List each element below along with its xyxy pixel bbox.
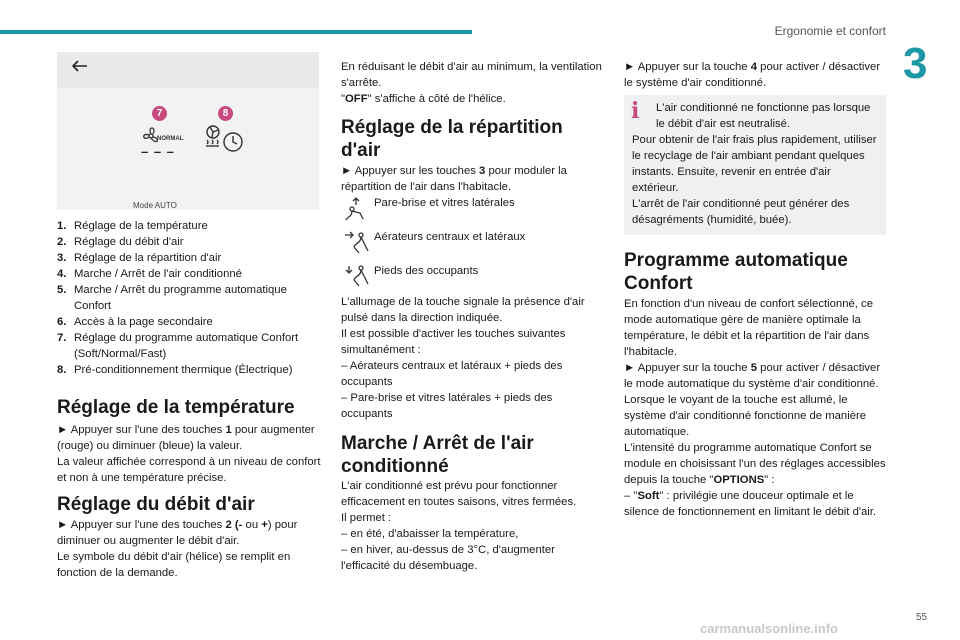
text-run: ► Appuyer sur les touches	[341, 165, 480, 177]
legend-text: Réglage du débit d'air	[74, 236, 184, 248]
mode-windscreen	[341, 195, 605, 229]
legend-text: Accès à la page secondaire	[74, 316, 213, 328]
legend-text: Marche / Arrêt du programme automatique Confort	[74, 284, 287, 312]
auto-text	[624, 296, 888, 520]
ac-text	[341, 478, 605, 574]
auto-heading: Programme automatique Confort	[624, 250, 848, 294]
badge-8: 8	[218, 106, 233, 121]
legend-num: 7.	[57, 332, 67, 344]
mode-label: Pare-brise et vitres latérales	[374, 197, 515, 209]
badge-7: 7	[152, 106, 167, 121]
legend-text: Pré-conditionnement thermique (Électrique)	[74, 364, 293, 376]
mode-label: Aérateurs centraux et latéraux	[374, 231, 526, 243]
text-run: pour activer / désactiver le mode automatique du système d'air conditionné.	[624, 362, 881, 390]
normal-label: NORMAL	[157, 136, 184, 142]
distribution-notes	[341, 294, 605, 422]
legend-text: Réglage de la répartition d'air	[74, 252, 222, 264]
text-run: pour activer / désactiver le système d'air conditionné.	[624, 61, 881, 89]
legend-text: Réglage de la température	[74, 220, 208, 232]
off-label: OFF	[345, 93, 368, 105]
section-title: Ergonomie et confort	[774, 24, 886, 38]
distribution-note: – Aérateurs centraux et latéraux + pieds des occupants	[341, 360, 563, 388]
temperature-step	[57, 422, 325, 454]
key-ref: 5	[750, 362, 758, 374]
header-accent-bar	[0, 30, 472, 34]
distribution-step	[341, 163, 605, 195]
text-run: ) pour diminuer ou augmenter le débit d'air.	[57, 519, 298, 547]
figure-panel	[57, 88, 319, 210]
airflow-note: Le symbole du débit d'air (hélice) se remplit en fonction de la demande.	[57, 551, 291, 579]
ac-toggle-line	[624, 59, 886, 91]
info-line: L'air conditionné ne fonctionne pas lorsque le débit d'air est neutralisé.	[656, 102, 871, 130]
ac-line: – en été, d'abaisser la température,	[341, 528, 519, 540]
distribution-heading: Réglage de la répartition d'air	[341, 117, 563, 161]
distribution-text	[341, 163, 605, 195]
page-number: 55	[916, 612, 928, 623]
temperature-text	[57, 422, 325, 486]
legend-num: 2.	[57, 236, 67, 248]
auto-line: Lorsque le voyant de la touche est allumé, le système d'air conditionné fonctionne de manière automatique.	[624, 394, 867, 438]
text-run: L'intensité du programme automatique Confort se module en choisissant l'un des réglages accessibles depuis la touche "	[624, 442, 886, 486]
text-run: " : privilégie une douceur optimale et le silence de fonctionnement en limitant le débit d'air.	[624, 490, 877, 518]
off-note-line: En réduisant le débit d'air au minimum, la ventilation s'arrête.	[341, 61, 602, 89]
windscreen-airflow-icon	[341, 195, 374, 223]
text-run: " s'affiche à côté de l'hélice.	[367, 93, 506, 105]
mode-dashes: – – –	[141, 144, 175, 159]
ac-line: Il permet :	[341, 512, 392, 524]
key-ref: 3	[479, 165, 486, 177]
key-ref: 1	[225, 424, 232, 436]
text-run: " :	[764, 474, 775, 486]
legend-item	[57, 362, 325, 378]
airflow-text	[57, 517, 325, 581]
legend-num: 5.	[57, 284, 67, 296]
mode-center-vents	[341, 229, 605, 263]
key-ref: 4	[750, 61, 758, 73]
legend-item	[57, 250, 325, 266]
distribution-modes	[341, 195, 605, 297]
text-run: ► Appuyer sur l'une des touches	[57, 519, 226, 531]
auto-line	[624, 360, 888, 392]
key-ref: 2 (-	[225, 519, 243, 531]
legend-item	[57, 282, 325, 314]
legend-item	[57, 330, 325, 362]
distribution-note: Il est possible d'activer les touches suivantes simultanément :	[341, 328, 566, 356]
legend-text: Réglage du programme automatique Confort (Soft/Normal/Fast)	[74, 332, 299, 360]
legend-num: 3.	[57, 252, 67, 264]
text-run: ► Appuyer sur la touche	[624, 61, 751, 73]
climate-screen-figure	[57, 52, 319, 210]
text-run: ► Appuyer sur la touche	[624, 362, 751, 374]
legend-item	[57, 234, 325, 250]
text-run: pour moduler la répartition de l'air dans l'habitacle.	[341, 165, 567, 193]
auto-line	[624, 488, 888, 520]
distribution-note: – Pare-brise et vitres latérales + pieds des occupants	[341, 392, 553, 420]
auto-line: En fonction d'un niveau de confort sélectionné, ce mode automatique gère de manière optimale la température, le débit et la répartition de l'air dans l'habitacle.	[624, 298, 873, 358]
key-ref: +	[261, 519, 268, 531]
mode-auto-caption: Mode AUTO	[133, 201, 177, 210]
mode-feet	[341, 263, 605, 297]
text-run: – "	[624, 490, 638, 502]
ac-toggle-step	[624, 59, 886, 91]
mode-label: Pieds des occupants	[374, 265, 479, 277]
figure-legend	[57, 218, 325, 378]
arrow-left-icon[interactable]	[69, 58, 89, 79]
info-line: L'arrêt de l'air conditionné peut générer des désagréments (humidité, buée).	[632, 198, 850, 226]
off-note-line	[341, 91, 603, 107]
info-line: Pour obtenir de l'air frais plus rapidement, utiliser le recyclage de l'air ambiant pendant quelques instants. Ensuite, revenir en entrée d'air extérieur.	[632, 134, 877, 194]
ac-line: – en hiver, au-dessus de 3°C, d'augmenter l'efficacité du désembuage.	[341, 544, 555, 572]
auto-line	[624, 440, 888, 488]
text-run: ou	[242, 519, 262, 531]
chapter-number: 3	[903, 39, 928, 88]
legend-text: Marche / Arrêt de l'air conditionné	[74, 268, 242, 280]
center-vents-airflow-icon	[341, 229, 374, 257]
legend-num: 8.	[57, 364, 67, 376]
feet-airflow-icon	[341, 263, 374, 291]
distribution-note: L'allumage de la touche signale la présence d'air pulsé dans la direction indiquée.	[341, 296, 585, 324]
text-run: ► Appuyer sur l'une des touches	[57, 424, 226, 436]
legend-item	[57, 218, 325, 234]
info-icon: i	[631, 98, 640, 124]
temperature-note: La valeur affichée correspond à un niveau de confort et non à une température précise.	[57, 456, 321, 484]
temperature-heading: Réglage de la température	[57, 397, 295, 418]
airflow-step	[57, 517, 325, 549]
legend-num: 6.	[57, 316, 67, 328]
info-box	[624, 95, 886, 235]
ac-line: L'air conditionné est prévu pour fonctionner efficacement en toutes saisons, vitres fermées.	[341, 480, 577, 508]
preconditioning-icon[interactable]	[201, 124, 247, 163]
ac-heading: Marche / Arrêt de l'air conditionné	[341, 433, 534, 477]
legend-item	[57, 266, 325, 282]
watermark: carmanualsonline.info	[700, 621, 838, 636]
text-run: "	[341, 93, 346, 105]
legend-num: 4.	[57, 268, 67, 280]
airflow-heading: Réglage du débit d'air	[57, 494, 255, 515]
off-note	[341, 59, 603, 107]
soft-label: Soft	[637, 490, 660, 502]
legend-item	[57, 314, 325, 330]
text-run: pour augmenter (rouge) ou diminuer (bleue) la valeur.	[57, 424, 315, 452]
legend-num: 1.	[57, 220, 67, 232]
options-label: OPTIONS	[713, 474, 765, 486]
